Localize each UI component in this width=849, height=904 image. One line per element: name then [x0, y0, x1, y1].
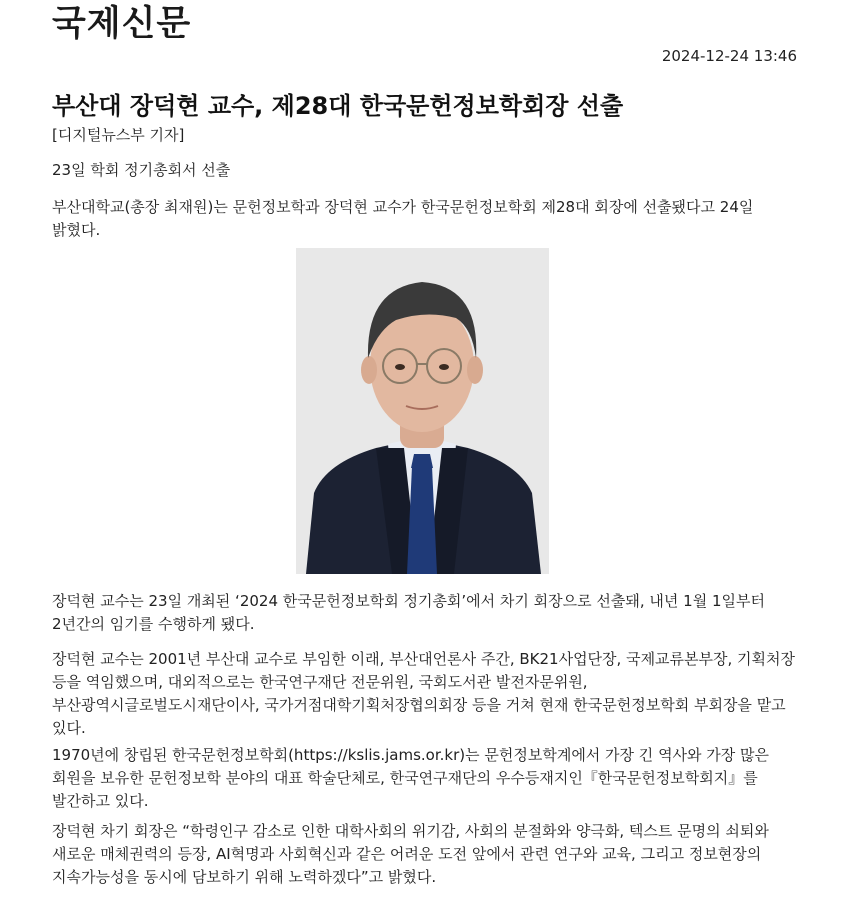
article-paragraph-1: 부산대학교(총장 최재원)는 문헌정보학과 장덕현 교수가 한국문헌정보학회 제28대 회장에 선출됐다고 24일 밝혔다. [52, 198, 754, 239]
article-paragraph-3: 장덕현 교수는 2001년 부산대 교수로 부임한 이래, 부산대언론사 주간, BK21사업단장, 국제교류본부장, 기획처장 등을 역임했으며, 대외적으로는 한국연구재단 전문위원, 국회도서관 발전자문위원, 부산광역시글로벌도시재단이사, 국가거점대학기획처장협의회장 등을 거쳐 현재 한국문헌정보학회 부회장을 맡고 있다. [52, 650, 796, 737]
left-ear [361, 356, 377, 384]
right-ear [467, 356, 483, 384]
publish-datetime: 2024-12-24 13:46 [661, 47, 797, 65]
necktie [407, 466, 437, 574]
article-paragraph-4: 1970년에 창립된 한국문헌정보학회(https://kslis.jams.or.kr)는 문헌정보학계에서 가장 긴 역사와 가장 많은 회원을 보유한 문헌정보학 분야의 대표 학술단체로, 한국연구재단의 우수등재지인『한국문헌정보학회지』를 발간하고 있다. [52, 746, 770, 810]
article-paragraph-5: 장덕현 차기 회장은 “학령인구 감소로 인한 대학사회의 위기감, 사회의 분절화와 양극화, 텍스트 문명의 쇠퇴와 새로운 매체권력의 등장, AI혁명과 사회혁신과 같은 어려운 도전 앞에서 관련 연구와 교육, 그리고 정보현장의 지속가능성을 동시에 담보하기 위해 노력하겠다”고 밝혔다. [52, 822, 769, 886]
right-eye [439, 364, 449, 370]
newspaper-logo[interactable]: 국제신문 [52, 4, 192, 44]
article-subheading: 23일 학회 정기총회서 선출 [52, 161, 231, 179]
tie-knot [411, 454, 433, 468]
portrait-photo [296, 248, 549, 574]
article-paragraph-2: 장덕현 교수는 23일 개최된 ‘2024 한국문헌정보학회 정기총회’에서 차기 회장으로 선출돼, 내년 1월 1일부터 2년간의 임기를 수행하게 됐다. [52, 592, 765, 633]
portrait-illustration [296, 248, 549, 574]
left-eye [395, 364, 405, 370]
article-byline: [디지털뉴스부 기자] [52, 126, 185, 144]
article-headline: 부산대 장덕현 교수, 제28대 한국문헌정보학회장 선출 [52, 92, 624, 121]
